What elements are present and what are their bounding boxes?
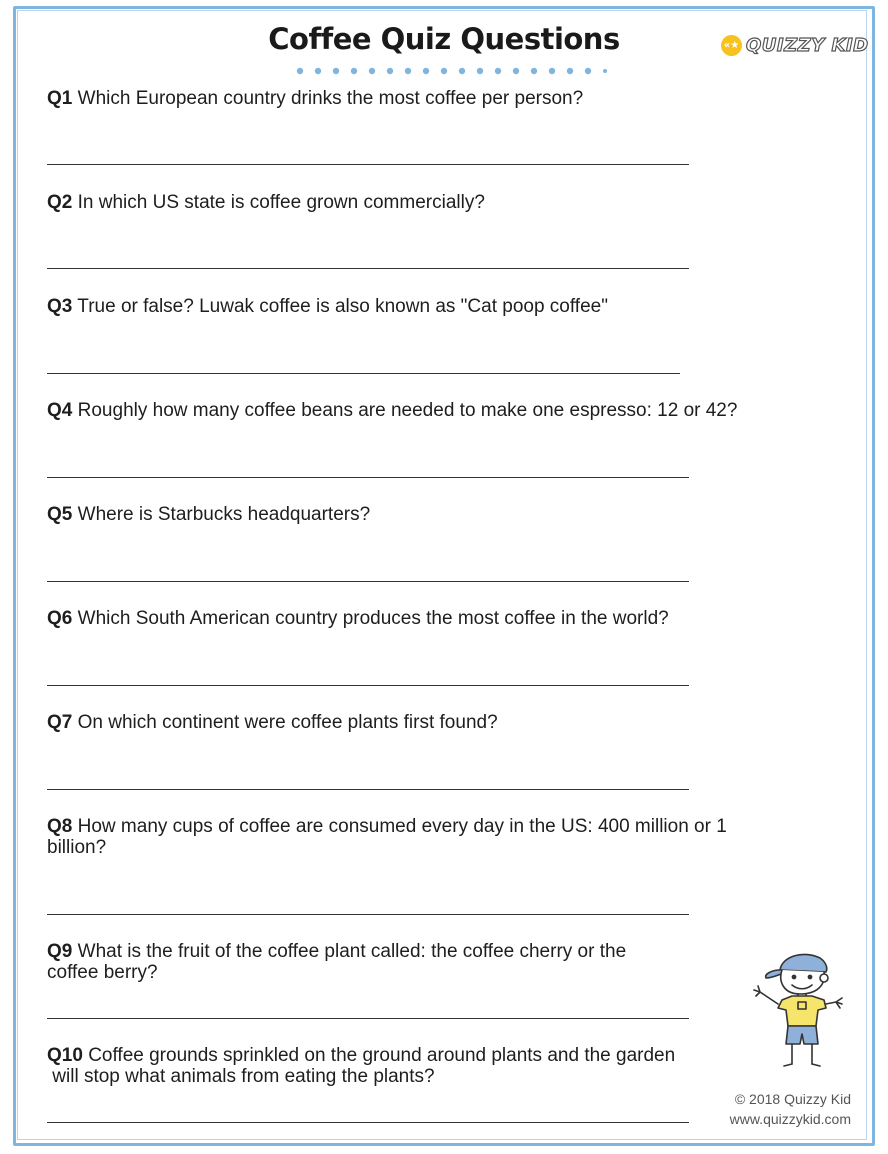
question-number: Q7 — [47, 712, 73, 733]
question-number: Q3 — [47, 296, 73, 317]
question-4 — [47, 400, 807, 421]
answer-line-2[interactable] — [47, 268, 689, 269]
question-number: Q9 — [47, 941, 73, 962]
question-text: Which South American country produces the most coffee in the world? — [77, 608, 669, 629]
question-number: Q5 — [47, 504, 73, 525]
logo-badge-icon: «★ — [721, 35, 742, 56]
answer-line-6[interactable] — [47, 685, 689, 686]
question-8 — [47, 816, 807, 858]
question-number: Q2 — [47, 192, 73, 213]
logo-text: QUIZZY KID — [746, 34, 869, 56]
question-number: Q10 — [47, 1045, 83, 1066]
question-10 — [47, 1045, 807, 1087]
quizzy-kid-mascot-icon — [752, 948, 844, 1070]
question-number: Q8 — [47, 816, 73, 837]
answer-line-5[interactable] — [47, 581, 689, 582]
answer-line-9[interactable] — [47, 1018, 689, 1019]
question-text: True or false? Luwak coffee is also known as "Cat poop coffee" — [77, 296, 608, 317]
question-text: Where is Starbucks headquarters? — [77, 504, 371, 525]
question-number: Q1 — [47, 88, 73, 109]
question-5 — [47, 504, 807, 525]
answer-line-1[interactable] — [47, 164, 689, 165]
question-number: Q6 — [47, 608, 73, 629]
answer-line-4[interactable] — [47, 477, 689, 478]
copyright-text: © 2018 Quizzy Kid — [734, 1091, 851, 1107]
question-7 — [47, 712, 807, 733]
question-text: How many cups of coffee are consumed every day in the US: 400 million or 1 billion? — [47, 816, 727, 858]
answer-line-3[interactable] — [47, 373, 680, 374]
answer-line-10[interactable] — [47, 1122, 689, 1123]
question-text: Roughly how many coffee beans are needed to make one espresso: 12 or 42? — [77, 400, 738, 421]
question-9 — [47, 941, 807, 983]
question-text: What is the fruit of the coffee plant called: the coffee cherry or the coffee berry? — [47, 941, 627, 983]
page-title: Coffee Quiz Questions — [268, 22, 620, 56]
question-number: Q4 — [47, 400, 73, 421]
question-text: Coffee grounds sprinkled on the ground around plants and the garden will stop what animals from eating the plants? — [52, 1045, 676, 1087]
question-2 — [47, 192, 807, 213]
quizzy-kid-logo — [721, 34, 869, 56]
question-text: Which European country drinks the most coffee per person? — [77, 88, 584, 109]
question-text: On which continent were coffee plants first found? — [77, 712, 498, 733]
answer-line-7[interactable] — [47, 789, 689, 790]
question-1 — [47, 88, 807, 109]
question-6 — [47, 608, 807, 629]
question-3 — [47, 296, 807, 317]
answer-line-8[interactable] — [47, 914, 689, 915]
website-link[interactable]: www.quizzykid.com — [729, 1111, 851, 1127]
title-dotted-underline — [296, 66, 608, 76]
question-text: In which US state is coffee grown commercially? — [77, 192, 485, 213]
